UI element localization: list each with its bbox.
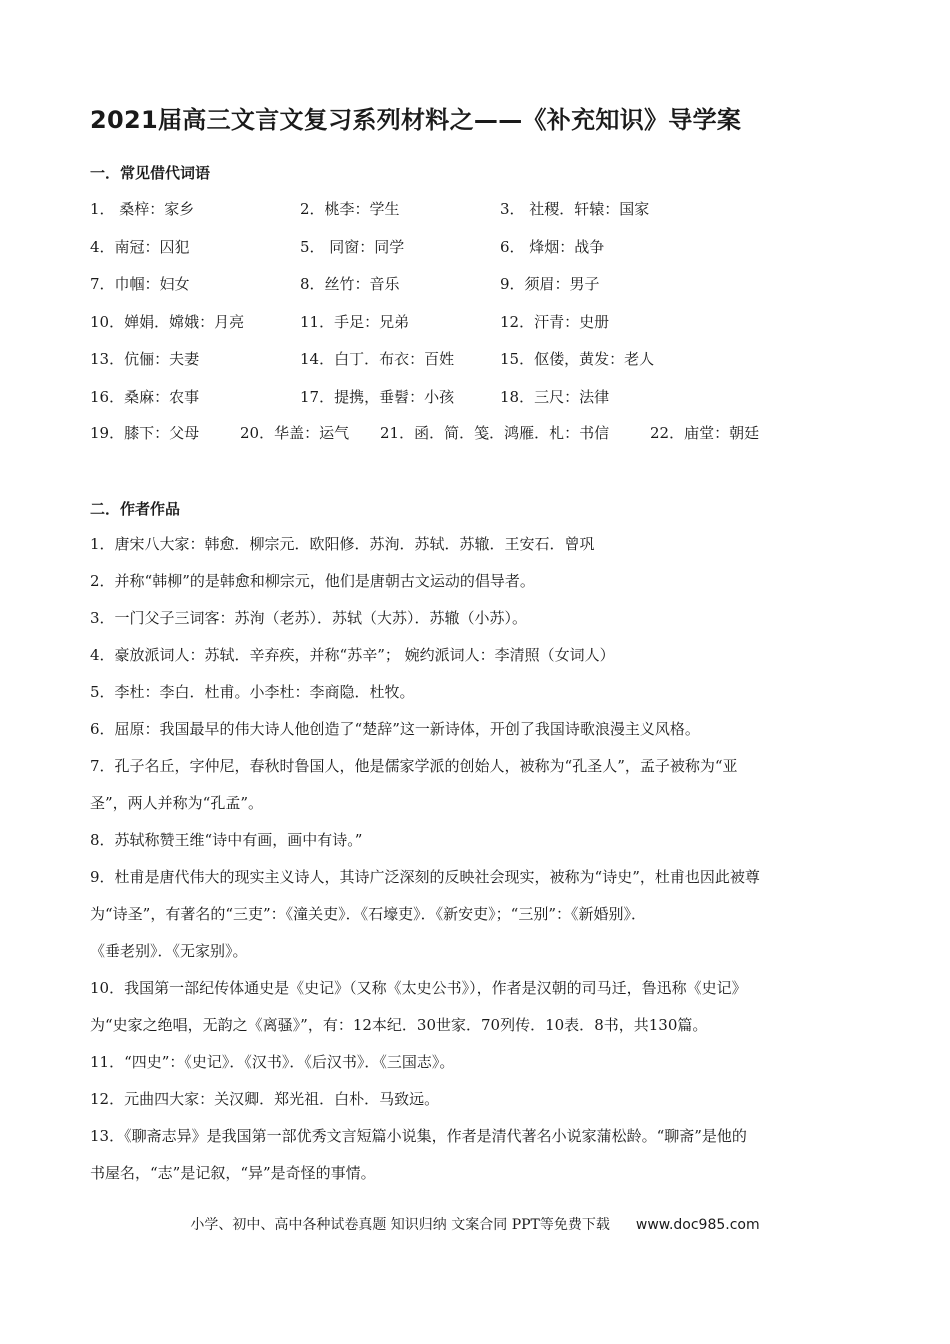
metonymy-item: 17．提携，垂髫：小孩 xyxy=(300,387,455,406)
author-item xyxy=(90,526,860,563)
metonymy-item: 7．巾帼：妇女 xyxy=(90,275,190,293)
metonymy-item: 15．伛偻，黄发：老人 xyxy=(500,350,655,368)
author-item xyxy=(90,1081,860,1118)
author-item-line: 2．并称“韩柳”的是韩愈和柳宗元，他们是唐朝古文运动的倡导者。 xyxy=(90,572,535,590)
author-item-line: 6．屈原：我国最早的伟大诗人他创造了“楚辞”这一新诗体，开创了我国诗歌浪漫主义风格。 xyxy=(90,720,700,738)
author-item xyxy=(90,822,860,859)
author-item-line: 1．唐宋八大家：韩愈．柳宗元．欧阳修．苏洵．苏轼．苏辙．王安石．曾巩 xyxy=(90,535,595,553)
metonymy-row xyxy=(90,386,870,410)
metonymy-item: 14．白丁．布衣：百姓 xyxy=(300,350,455,368)
metonymy-row xyxy=(90,273,870,297)
author-item xyxy=(90,1118,860,1192)
author-item-line: 8．苏轼称赞王维“诗中有画，画中有诗。” xyxy=(90,831,363,849)
metonymy-item: 18．三尺：法律 xyxy=(500,387,610,406)
author-item xyxy=(90,1044,860,1081)
metonymy-item: 16．桑麻：农事 xyxy=(90,387,200,406)
metonymy-item: 3． 社稷．轩辕：国家 xyxy=(500,200,650,218)
metonymy-item: 11．手足：兄弟 xyxy=(300,312,410,331)
author-item xyxy=(90,637,860,674)
author-item-line: 为“诗圣”，有著名的“三吏”：《潼关吏》．《石壕吏》．《新安吏》；“三别”：《新婚别》． xyxy=(90,905,647,923)
author-item xyxy=(90,748,860,822)
footer-url: www.doc985.com xyxy=(635,1217,760,1233)
metonymy-row xyxy=(90,311,870,335)
author-item-line: 12．元曲四大家：关汉卿．郑光祖．白朴．马致远。 xyxy=(90,1090,440,1108)
author-item xyxy=(90,563,860,600)
metonymy-item: 8．丝竹：音乐 xyxy=(300,275,400,293)
metonymy-item: 1． 桑梓：家乡 xyxy=(90,200,195,218)
metonymy-item: 9．须眉：男子 xyxy=(500,275,600,293)
author-item xyxy=(90,711,860,748)
author-item-line: 圣”，两人并称为“孔孟”。 xyxy=(90,794,264,812)
authors-list xyxy=(90,526,860,1192)
metonymy-item: 2．桃李：学生 xyxy=(300,200,400,218)
metonymy-item: 12．汗青：史册 xyxy=(500,312,610,331)
page-footer xyxy=(0,1214,950,1234)
section-heading-authors: 二．作者作品 xyxy=(90,500,181,518)
footer-text: 小学、初中、高中各种试卷真题 知识归纳 文案合同 PPT等免费下载 xyxy=(190,1217,610,1233)
author-item-line: 4．豪放派词人：苏轼．辛弃疾，并称“苏辛”； 婉约派词人：李清照（女词人） xyxy=(90,646,615,664)
metonymy-item: 13．伉俪：夫妻 xyxy=(90,350,200,368)
metonymy-item: 5． 同窗：同学 xyxy=(300,237,405,256)
author-item-line: 11．“四史”：《史记》．《汉书》．《后汉书》．《三国志》。 xyxy=(90,1053,455,1071)
metonymy-item: 6． 烽烟：战争 xyxy=(500,237,605,256)
author-item-line: 13．《聊斋志异》是我国第一部优秀文言短篇小说集，作者是清代著名小说家蒲松龄。“聊斋”是他的 xyxy=(90,1127,747,1145)
author-item-line: 7．孔子名丘，字仲尼，春秋时鲁国人，他是儒家学派的创始人，被称为“孔圣人”，孟子被称为“亚 xyxy=(90,757,738,775)
page-title: 2021届高三文言文复习系列材料之——《补充知识》导学案 xyxy=(90,106,742,134)
author-item xyxy=(90,600,860,637)
author-item-line: 9．杜甫是唐代伟大的现实主义诗人，其诗广泛深刻的反映社会现实，被称为“诗史”，杜甫也因此被尊 xyxy=(90,868,760,886)
metonymy-row xyxy=(90,236,870,260)
author-item-line: 3．一门父子三词客：苏洵（老苏）．苏轼（大苏）．苏辙（小苏）。 xyxy=(90,609,528,627)
author-item-line: 为“史家之绝唱，无韵之《离骚》”，有：12本纪．30世家．70列传．10表．8书，共130篇。 xyxy=(90,1016,708,1034)
author-item xyxy=(90,674,860,711)
section-heading-metonymy: 一．常见借代词语 xyxy=(90,164,211,182)
author-item-line: 书屋名，“志”是记叙，“异”是奇怪的事情。 xyxy=(90,1164,376,1182)
metonymy-item: 20．华盖：运气 xyxy=(240,424,350,442)
metonymy-item: 22．庙堂：朝廷 xyxy=(650,424,760,442)
metonymy-item: 10．婵娟．嫦娥：月亮 xyxy=(90,312,245,331)
author-item xyxy=(90,970,860,1044)
author-item-line: 5．李杜：李白．杜甫。小李杜：李商隐．杜牧。 xyxy=(90,683,415,701)
metonymy-last-row xyxy=(90,422,870,446)
metonymy-item: 4．南冠：囚犯 xyxy=(90,237,190,256)
author-item-line: 10．我国第一部纪传体通史是《史记》（又称《太史公书》），作者是汉朝的司马迁，鲁迅称《史记》 xyxy=(90,979,747,997)
author-item-line: 《垂老别》．《无家别》。 xyxy=(90,942,248,960)
metonymy-item: 21．函．简．笺．鸿雁．札：书信 xyxy=(380,424,610,442)
metonymy-row xyxy=(90,198,870,222)
metonymy-item: 19．膝下：父母 xyxy=(90,424,200,442)
author-item xyxy=(90,859,860,970)
metonymy-row xyxy=(90,348,870,372)
